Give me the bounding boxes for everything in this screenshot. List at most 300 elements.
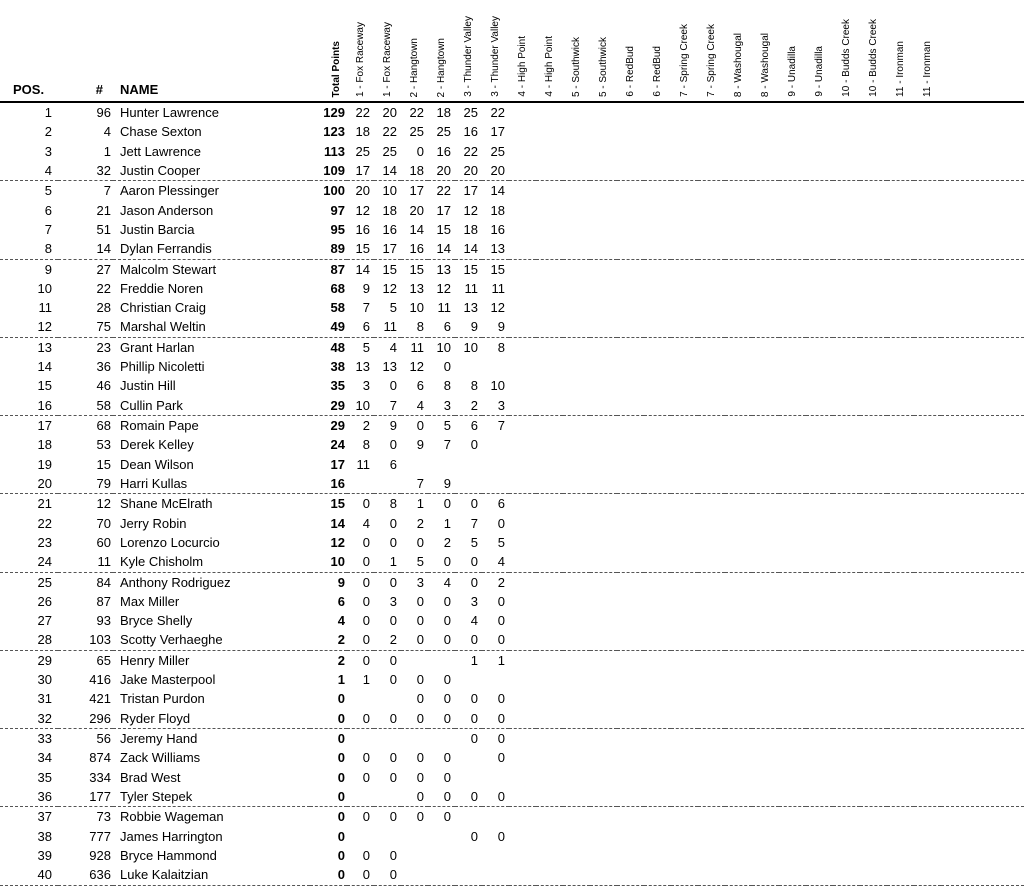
score-cell xyxy=(536,376,563,395)
table-row xyxy=(0,416,1024,436)
score-cell: 0 xyxy=(482,787,509,807)
score-cell xyxy=(725,592,752,611)
score-cell xyxy=(374,729,401,749)
score-cell xyxy=(779,689,806,708)
score-cell xyxy=(590,298,617,317)
score-cell xyxy=(752,181,779,201)
score-cell xyxy=(563,572,590,592)
score-cell xyxy=(563,455,590,474)
score-cell: 0 xyxy=(362,769,370,785)
score-cell: 0 xyxy=(389,613,397,629)
score-cell xyxy=(644,748,671,767)
score-cell xyxy=(806,396,833,416)
score-cell xyxy=(563,650,590,670)
score-cell xyxy=(806,768,833,787)
score-cell: 0 xyxy=(389,769,397,785)
score-cell xyxy=(833,435,860,454)
name-cell: Malcolm Stewart xyxy=(120,261,217,277)
score-cell xyxy=(806,474,833,494)
score-cell xyxy=(671,768,698,787)
score-cell xyxy=(887,572,914,592)
score-cell xyxy=(617,201,644,220)
number-cell: 56 xyxy=(96,731,111,746)
header-number: # xyxy=(58,0,113,102)
total-points-cell: 2 xyxy=(310,630,347,650)
score-cell xyxy=(914,552,941,572)
pos-cell: 8 xyxy=(0,239,58,259)
score-cell xyxy=(563,239,590,259)
score-cell xyxy=(833,181,860,201)
table-row xyxy=(0,396,1024,416)
total-points-cell: 16 xyxy=(310,474,347,494)
pos-cell: 10 xyxy=(37,280,52,296)
score-cell xyxy=(698,514,725,533)
score-cell: 11 xyxy=(356,456,370,472)
score-cell xyxy=(887,709,914,729)
score-cell xyxy=(806,298,833,317)
score-cell xyxy=(563,181,590,201)
total-points-cell: 35 xyxy=(330,378,345,394)
column-header-6-redbud: 6 - RedBud xyxy=(625,46,636,97)
score-cell: 1 xyxy=(470,652,478,668)
score-cell: 8 xyxy=(362,437,370,453)
score-cell xyxy=(806,592,833,611)
score-cell xyxy=(590,787,617,807)
score-cell xyxy=(860,630,887,650)
score-cell xyxy=(779,474,806,494)
score-cell xyxy=(833,807,860,827)
number-cell: 36 xyxy=(96,359,111,375)
score-cell xyxy=(482,435,509,454)
total-points-cell: 29 xyxy=(330,418,345,433)
pos-cell: 39 xyxy=(37,847,52,863)
score-cell xyxy=(914,142,941,161)
score-cell xyxy=(617,630,644,650)
score-cell xyxy=(725,514,752,533)
score-cell: 22 xyxy=(382,124,397,140)
name-cell: Dylan Ferrandis xyxy=(113,239,310,259)
score-cell xyxy=(806,552,833,572)
score-cell xyxy=(698,865,725,885)
score-cell xyxy=(617,317,644,337)
table-row xyxy=(0,122,1024,141)
score-cell xyxy=(725,494,752,514)
filler-cell xyxy=(941,181,1024,201)
pos-cell: 13 xyxy=(37,339,52,355)
score-cell xyxy=(698,416,725,436)
score-cell xyxy=(644,474,671,494)
score-cell: 0 xyxy=(347,552,374,572)
score-cell xyxy=(374,474,401,494)
score-cell xyxy=(617,161,644,181)
score-cell xyxy=(833,748,860,767)
score-cell xyxy=(806,729,833,749)
number-cell: 15 xyxy=(96,456,111,472)
score-cell: 20 xyxy=(382,105,397,120)
score-cell xyxy=(779,298,806,317)
score-cell xyxy=(725,865,752,885)
score-cell: 10 xyxy=(463,339,478,355)
score-cell xyxy=(860,161,887,181)
score-cell xyxy=(779,102,806,122)
score-cell xyxy=(428,846,455,865)
score-cell xyxy=(509,768,536,787)
score-cell xyxy=(914,416,941,436)
score-cell xyxy=(563,279,590,298)
pos-cell: 5 xyxy=(44,183,52,199)
header-round-cell xyxy=(725,0,752,102)
score-cell: 2 xyxy=(374,630,401,650)
score-cell xyxy=(752,298,779,317)
filler-cell xyxy=(941,846,1024,865)
header-total-points-cell xyxy=(310,0,347,102)
score-cell xyxy=(428,729,455,749)
score-cell xyxy=(725,787,752,807)
score-cell xyxy=(644,650,671,670)
score-cell: 0 xyxy=(362,574,370,590)
total-points-cell: 113 xyxy=(324,143,345,159)
score-cell: 0 xyxy=(428,552,455,572)
score-cell xyxy=(698,474,725,494)
name-cell: James Harrington xyxy=(120,828,223,844)
score-cell xyxy=(536,357,563,376)
pos-cell: 40 xyxy=(0,865,58,885)
score-cell xyxy=(860,592,887,611)
score-cell xyxy=(752,552,779,572)
score-cell: 14 xyxy=(455,239,482,259)
score-cell xyxy=(698,650,725,670)
score-cell xyxy=(752,416,779,436)
score-cell xyxy=(671,552,698,572)
score-cell xyxy=(617,611,644,630)
header-round-cell xyxy=(401,0,428,102)
score-cell xyxy=(455,865,482,885)
table-row xyxy=(0,102,1024,122)
name-cell: Marshal Weltin xyxy=(113,317,310,337)
total-points-cell: 68 xyxy=(330,280,345,296)
score-cell xyxy=(860,670,887,689)
score-cell xyxy=(347,827,374,846)
score-cell xyxy=(401,729,428,749)
number-cell: 84 xyxy=(96,574,111,590)
score-cell xyxy=(806,865,833,885)
score-cell xyxy=(698,494,725,514)
total-points-cell: 2 xyxy=(337,652,345,668)
score-cell xyxy=(887,161,914,181)
score-cell xyxy=(617,846,644,865)
score-cell xyxy=(887,102,914,122)
score-cell xyxy=(779,865,806,885)
score-cell xyxy=(860,514,887,533)
score-cell xyxy=(860,142,887,161)
score-cell: 18 xyxy=(382,202,397,218)
number-cell: 58 xyxy=(58,396,113,416)
pos-cell: 1 xyxy=(44,105,52,120)
score-cell xyxy=(806,357,833,376)
score-cell xyxy=(698,337,725,357)
score-cell xyxy=(887,865,914,885)
score-cell xyxy=(590,807,617,827)
score-cell xyxy=(806,435,833,454)
score-cell xyxy=(644,435,671,454)
score-cell xyxy=(806,709,833,729)
score-cell xyxy=(860,729,887,749)
score-cell xyxy=(536,494,563,514)
score-cell xyxy=(536,827,563,846)
score-cell xyxy=(698,670,725,689)
score-cell: 10 xyxy=(409,300,424,316)
score-cell xyxy=(887,239,914,259)
score-cell xyxy=(347,729,374,749)
score-cell xyxy=(590,670,617,689)
score-cell xyxy=(698,552,725,572)
score-cell xyxy=(509,514,536,533)
name-cell: Justin Cooper xyxy=(113,161,310,181)
score-cell xyxy=(563,827,590,846)
score-cell xyxy=(779,611,806,630)
score-cell xyxy=(428,827,455,846)
score-cell: 20 xyxy=(409,202,424,218)
score-cell xyxy=(725,533,752,552)
score-cell xyxy=(617,416,644,436)
score-cell xyxy=(698,122,725,141)
score-cell xyxy=(617,396,644,416)
score-cell xyxy=(536,630,563,650)
name-cell: Hunter Lawrence xyxy=(120,105,219,120)
total-points-cell: 14 xyxy=(330,515,345,531)
score-cell xyxy=(347,787,374,807)
score-cell xyxy=(590,552,617,572)
score-cell xyxy=(509,142,536,161)
score-cell xyxy=(914,650,941,670)
score-cell xyxy=(509,611,536,630)
score-cell xyxy=(806,827,833,846)
score-cell xyxy=(779,435,806,454)
table-row xyxy=(0,337,1024,357)
score-cell: 22 xyxy=(490,105,505,120)
score-cell xyxy=(509,865,536,885)
score-cell xyxy=(806,122,833,141)
score-cell xyxy=(590,161,617,181)
score-cell xyxy=(860,181,887,201)
score-cell xyxy=(833,729,860,749)
score-cell xyxy=(428,455,455,474)
score-cell: 6 xyxy=(347,317,374,337)
score-cell xyxy=(833,827,860,846)
score-cell: 18 xyxy=(401,161,428,181)
score-cell xyxy=(644,455,671,474)
score-cell xyxy=(671,416,698,436)
score-cell xyxy=(779,630,806,650)
score-cell: 6 xyxy=(497,496,505,512)
score-cell xyxy=(914,572,941,592)
score-cell xyxy=(779,827,806,846)
score-cell: 10 xyxy=(490,378,505,394)
score-cell: 7 xyxy=(497,418,505,433)
score-cell xyxy=(590,729,617,749)
score-cell xyxy=(590,494,617,514)
score-cell: 25 xyxy=(382,143,397,159)
score-cell xyxy=(752,827,779,846)
score-cell xyxy=(860,396,887,416)
score-cell xyxy=(509,201,536,220)
total-points-cell: 24 xyxy=(330,437,345,453)
score-cell xyxy=(860,709,887,729)
score-cell xyxy=(806,239,833,259)
score-cell xyxy=(752,201,779,220)
pos-cell: 22 xyxy=(37,515,52,531)
score-cell: 0 xyxy=(416,750,424,766)
number-cell: 416 xyxy=(89,672,111,688)
score-cell xyxy=(536,201,563,220)
score-cell xyxy=(860,220,887,239)
total-points-cell: 0 xyxy=(337,828,345,844)
score-cell xyxy=(887,122,914,141)
score-cell xyxy=(860,357,887,376)
score-cell: 0 xyxy=(389,515,397,531)
score-cell xyxy=(833,317,860,337)
score-cell xyxy=(563,142,590,161)
header-round-cell xyxy=(644,0,671,102)
score-cell xyxy=(914,357,941,376)
score-cell xyxy=(617,494,644,514)
score-cell: 0 xyxy=(443,769,451,785)
score-cell xyxy=(671,592,698,611)
score-cell xyxy=(914,611,941,630)
filler-cell xyxy=(941,474,1024,494)
score-cell xyxy=(536,670,563,689)
score-cell xyxy=(644,592,671,611)
score-cell xyxy=(563,630,590,650)
table-row xyxy=(0,709,1024,729)
score-cell xyxy=(914,455,941,474)
score-cell xyxy=(833,611,860,630)
score-cell xyxy=(779,337,806,357)
score-cell xyxy=(617,181,644,201)
score-cell xyxy=(779,416,806,436)
score-cell: 0 xyxy=(443,672,451,688)
name-cell: Justin Hill xyxy=(120,378,176,394)
score-cell: 20 xyxy=(428,161,455,181)
score-cell xyxy=(482,846,509,865)
score-cell xyxy=(887,416,914,436)
score-cell xyxy=(644,122,671,141)
score-cell xyxy=(887,630,914,650)
score-cell: 22 xyxy=(463,143,478,159)
score-cell xyxy=(860,827,887,846)
pos-cell: 38 xyxy=(37,828,52,844)
score-cell xyxy=(779,396,806,416)
score-cell xyxy=(617,376,644,395)
pos-cell: 14 xyxy=(37,359,52,375)
score-cell xyxy=(590,181,617,201)
score-cell: 0 xyxy=(497,593,505,609)
score-cell xyxy=(833,630,860,650)
score-cell: 0 xyxy=(470,496,478,512)
score-cell: 7 xyxy=(401,474,428,494)
score-cell xyxy=(536,279,563,298)
number-cell: 32 xyxy=(58,161,113,181)
number-cell: 68 xyxy=(96,418,111,433)
score-cell xyxy=(833,572,860,592)
score-cell xyxy=(671,181,698,201)
score-cell xyxy=(833,376,860,395)
score-cell xyxy=(833,474,860,494)
score-cell xyxy=(806,611,833,630)
score-cell: 2 xyxy=(455,396,482,416)
score-cell xyxy=(671,239,698,259)
score-cell xyxy=(563,768,590,787)
score-cell xyxy=(617,455,644,474)
score-cell xyxy=(671,514,698,533)
score-cell xyxy=(698,533,725,552)
score-cell: 0 xyxy=(416,769,424,785)
pos-cell: 23 xyxy=(37,534,52,550)
score-cell: 16 xyxy=(490,221,505,237)
name-cell: Jeremy Hand xyxy=(120,731,198,746)
score-cell xyxy=(752,161,779,181)
score-cell xyxy=(752,709,779,729)
score-cell xyxy=(617,142,644,161)
score-cell xyxy=(806,572,833,592)
table-row xyxy=(0,220,1024,239)
score-cell xyxy=(590,416,617,436)
score-cell xyxy=(698,455,725,474)
score-cell: 4 xyxy=(362,515,370,531)
total-points-cell: 129 xyxy=(323,105,345,120)
score-cell xyxy=(563,161,590,181)
total-points-cell: 48 xyxy=(330,339,345,355)
pos-cell: 31 xyxy=(37,691,52,707)
score-cell xyxy=(752,455,779,474)
score-cell xyxy=(779,317,806,337)
score-cell xyxy=(752,337,779,357)
score-cell xyxy=(725,239,752,259)
score-cell xyxy=(617,650,644,670)
score-cell xyxy=(698,572,725,592)
score-cell: 0 xyxy=(389,652,397,668)
filler-cell xyxy=(941,161,1024,181)
table-row xyxy=(0,201,1024,220)
score-cell xyxy=(833,279,860,298)
filler-cell xyxy=(941,552,1024,572)
score-cell xyxy=(698,239,725,259)
score-cell xyxy=(752,846,779,865)
score-cell: 13 xyxy=(436,261,451,277)
score-cell xyxy=(590,611,617,630)
score-cell xyxy=(482,474,509,494)
name-cell: Harri Kullas xyxy=(113,474,310,494)
score-cell xyxy=(860,201,887,220)
table-row xyxy=(0,865,1024,885)
score-cell xyxy=(536,435,563,454)
score-cell xyxy=(725,201,752,220)
score-cell xyxy=(644,670,671,689)
score-cell xyxy=(752,357,779,376)
score-cell xyxy=(536,729,563,749)
score-cell xyxy=(590,709,617,729)
score-cell xyxy=(671,689,698,708)
score-cell xyxy=(536,611,563,630)
score-cell xyxy=(644,630,671,650)
total-points-cell: 38 xyxy=(330,359,345,375)
score-cell xyxy=(752,239,779,259)
table-row xyxy=(0,317,1024,337)
header-round-cell xyxy=(752,0,779,102)
number-cell: 60 xyxy=(96,534,111,550)
score-cell xyxy=(725,846,752,865)
score-cell: 0 xyxy=(497,515,505,531)
